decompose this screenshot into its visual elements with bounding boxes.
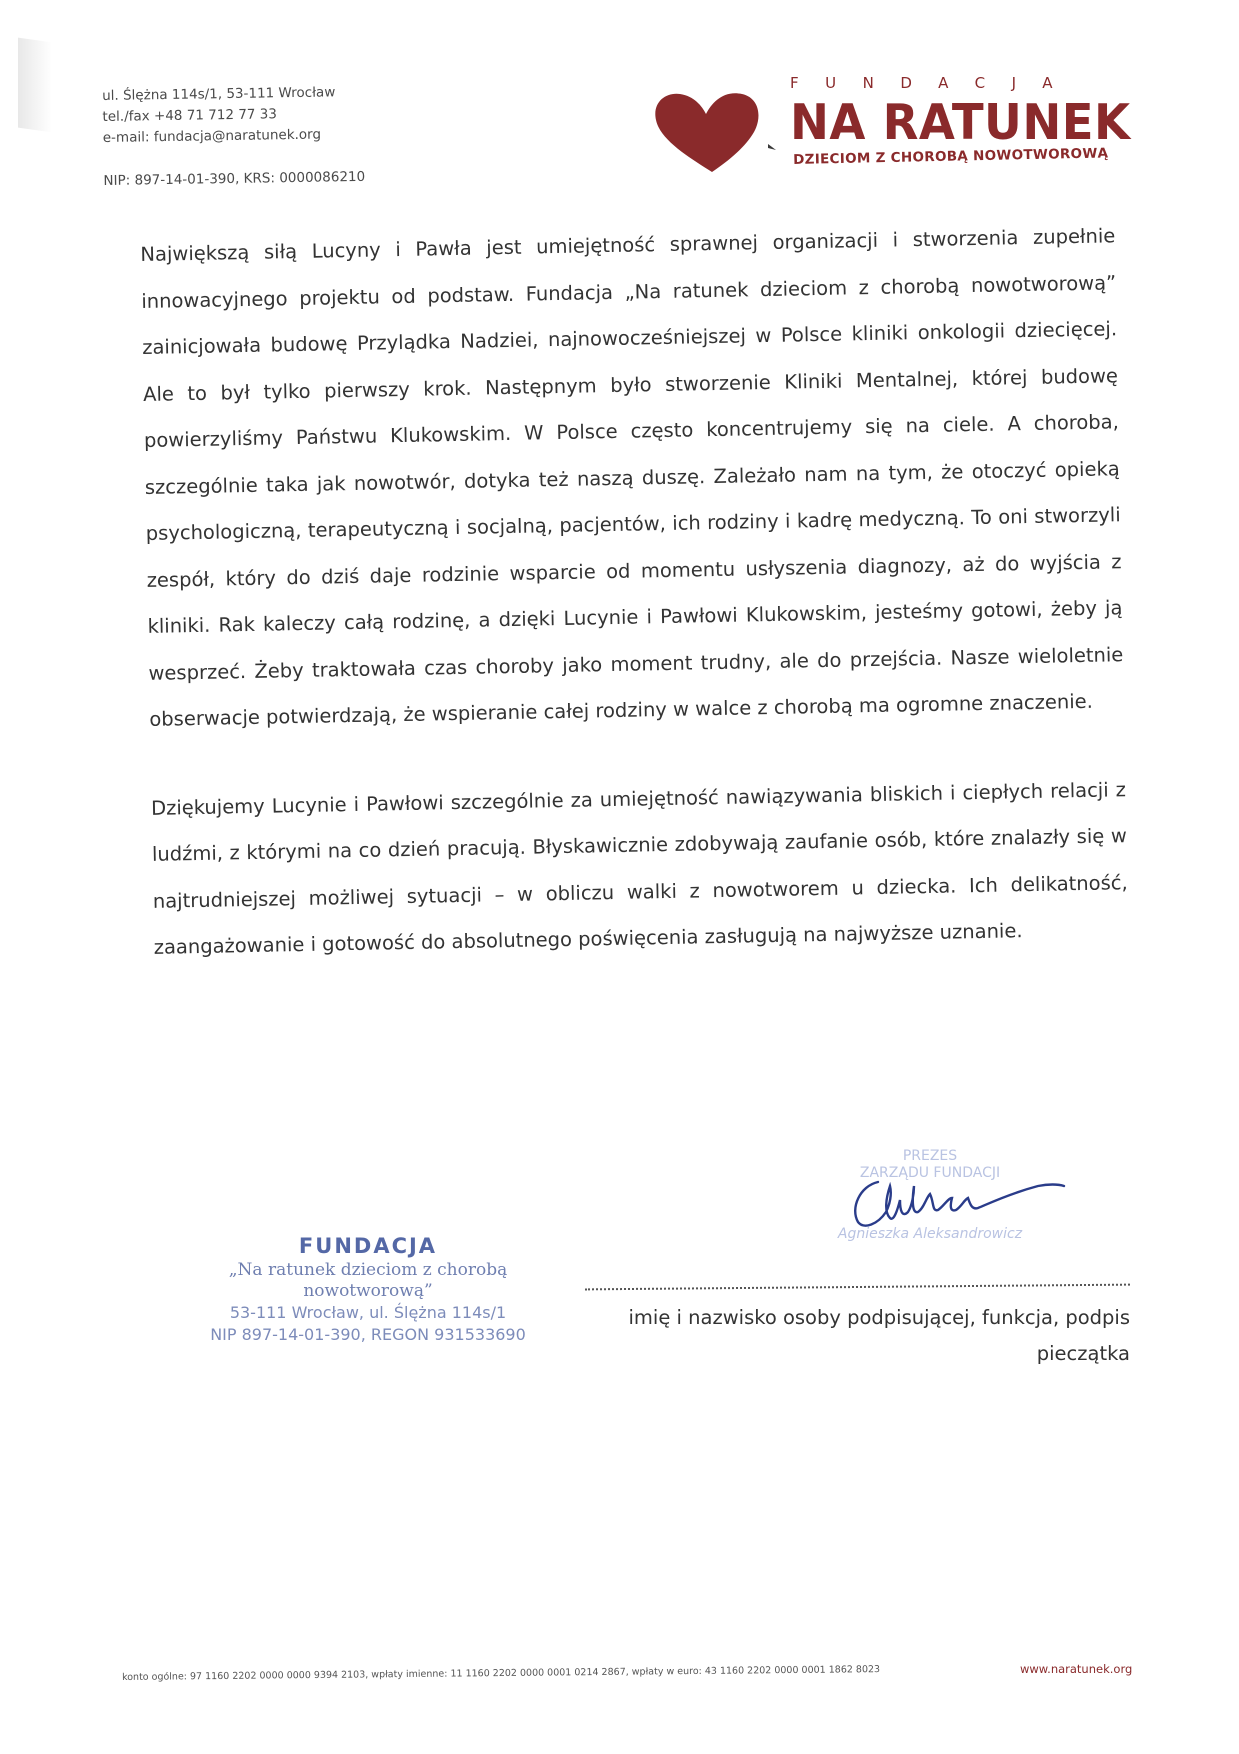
scan-edge-shadow xyxy=(18,38,52,133)
handwritten-signature xyxy=(838,1168,1068,1238)
letter-body xyxy=(140,213,1129,971)
contact-registry: NIP: 897-14-01-390, KRS: 0000086210 xyxy=(103,168,366,189)
heart-logo-icon xyxy=(650,88,790,174)
body-paragraph-1: Największą siłą Lucyny i Pawła jest umiejętność sprawnej organizacji i stworzenia zupełnie innowacyjnego projektu od podstaw. Fundacja „Na ratunek dzieciom z chorobą nowotworową” zainicjowała budowę Przylądka Nadziei, najnowocześniejszej w Polsce kliniki onkologii dziecięcej. Ale to był tylko pierwszy krok. Następnym było stworzenie Kliniki Mentalnej, której budowę powierzyliśmy Państwu Klukowskim. W Polsce często koncentrujemy się na ciele. A choroba, szczególnie taka jak nowotwór, dotyka też naszą duszę. Zależało nam na tym, że otoczyć opieką psychologiczną, terapeutyczną i socjalną, pacjentów, ich rodziny i kadrę medyczną. To oni stworzyli zespół, który do dziś daje rodzinie wsparcie od momentu usłyszenia diagnozy, aż do wyjścia z kliniki. Rak kaleczy całą rodzinę, a dzięki Lucynie i Pawłowi Klukowskim, jesteśmy gotowi, żeby ją wesprzeć. Żeby traktowała czas choroby jako moment trudny, ale do przejścia. Nasze wieloletnie obserwacje potwierdzają, że wspieranie całej rodziny w walce z chorobą ma ogromne znaczenie. xyxy=(140,224,1124,731)
stamp-address: 53-111 Wrocław, ul. Ślężna 114s/1 xyxy=(229,1303,507,1322)
signature-caption-line-2: pieczątka xyxy=(1036,1342,1130,1365)
footer-accounts: konto ogólne: 97 1160 2202 0000 0000 9394 2103, wpłaty imienne: 11 1160 2202 0000 0001 0214 2867, wpłaty w euro: 43 1160 2202 0000 0001 1862 8023 xyxy=(122,1664,881,1683)
logo-subtitle: DZIECIOM Z CHOROBĄ NOWOTWOROWĄ xyxy=(793,145,1109,168)
president-stamp-board: ZARZĄDU FUNDACJI xyxy=(859,1165,1001,1181)
stamp-name: „Na ratunek dzieciom z chorobą nowotworową” xyxy=(228,1260,508,1301)
foundation-logo xyxy=(650,72,1130,182)
stamp-registry: NIP 897-14-01-390, REGON 931533690 xyxy=(210,1325,526,1344)
contact-phone: tel./fax +48 71 712 77 33 xyxy=(102,106,278,125)
body-paragraph-2: Dziękujemy Lucynie i Pawłowi szczególnie za umiejętność nawiązywania bliskich i ciepłych relacji z ludźmi, z którymi na co dzień pracują. Błyskawicznie zdobywają zaufanie osób, które znalazły się w najtrudniejszej możliwej sytuacji – w obliczu walki z nowotworem u dziecka. Ich delikatność, zaangażowanie i gotowość do absolutnego poświęcenia zasługują na najwyższe uznanie. xyxy=(150,777,1128,959)
contact-address: ul. Ślężna 114s/1, 53-111 Wrocław xyxy=(102,84,336,104)
footer-website: www.naratunek.org xyxy=(1020,1662,1133,1676)
signature-caption-line-1: imię i nazwisko osoby podpisującej, funkcja, podpis xyxy=(628,1306,1130,1329)
contact-email: e-mail: fundacja@naratunek.org xyxy=(102,126,322,146)
signature-line xyxy=(585,1284,1130,1291)
president-stamp-name: Agnieszka Aleksandrowicz xyxy=(837,1226,1023,1242)
foundation-stamp xyxy=(188,1234,548,1346)
stamp-title: FUNDACJA xyxy=(298,1234,438,1258)
logo-name: NA RATUNEK xyxy=(790,94,1131,151)
contact-block xyxy=(102,82,365,192)
president-stamp-title: PREZES xyxy=(902,1148,958,1164)
logo-fundacja: FUNDACJA xyxy=(790,74,1080,92)
signature-caption xyxy=(600,1300,1130,1372)
